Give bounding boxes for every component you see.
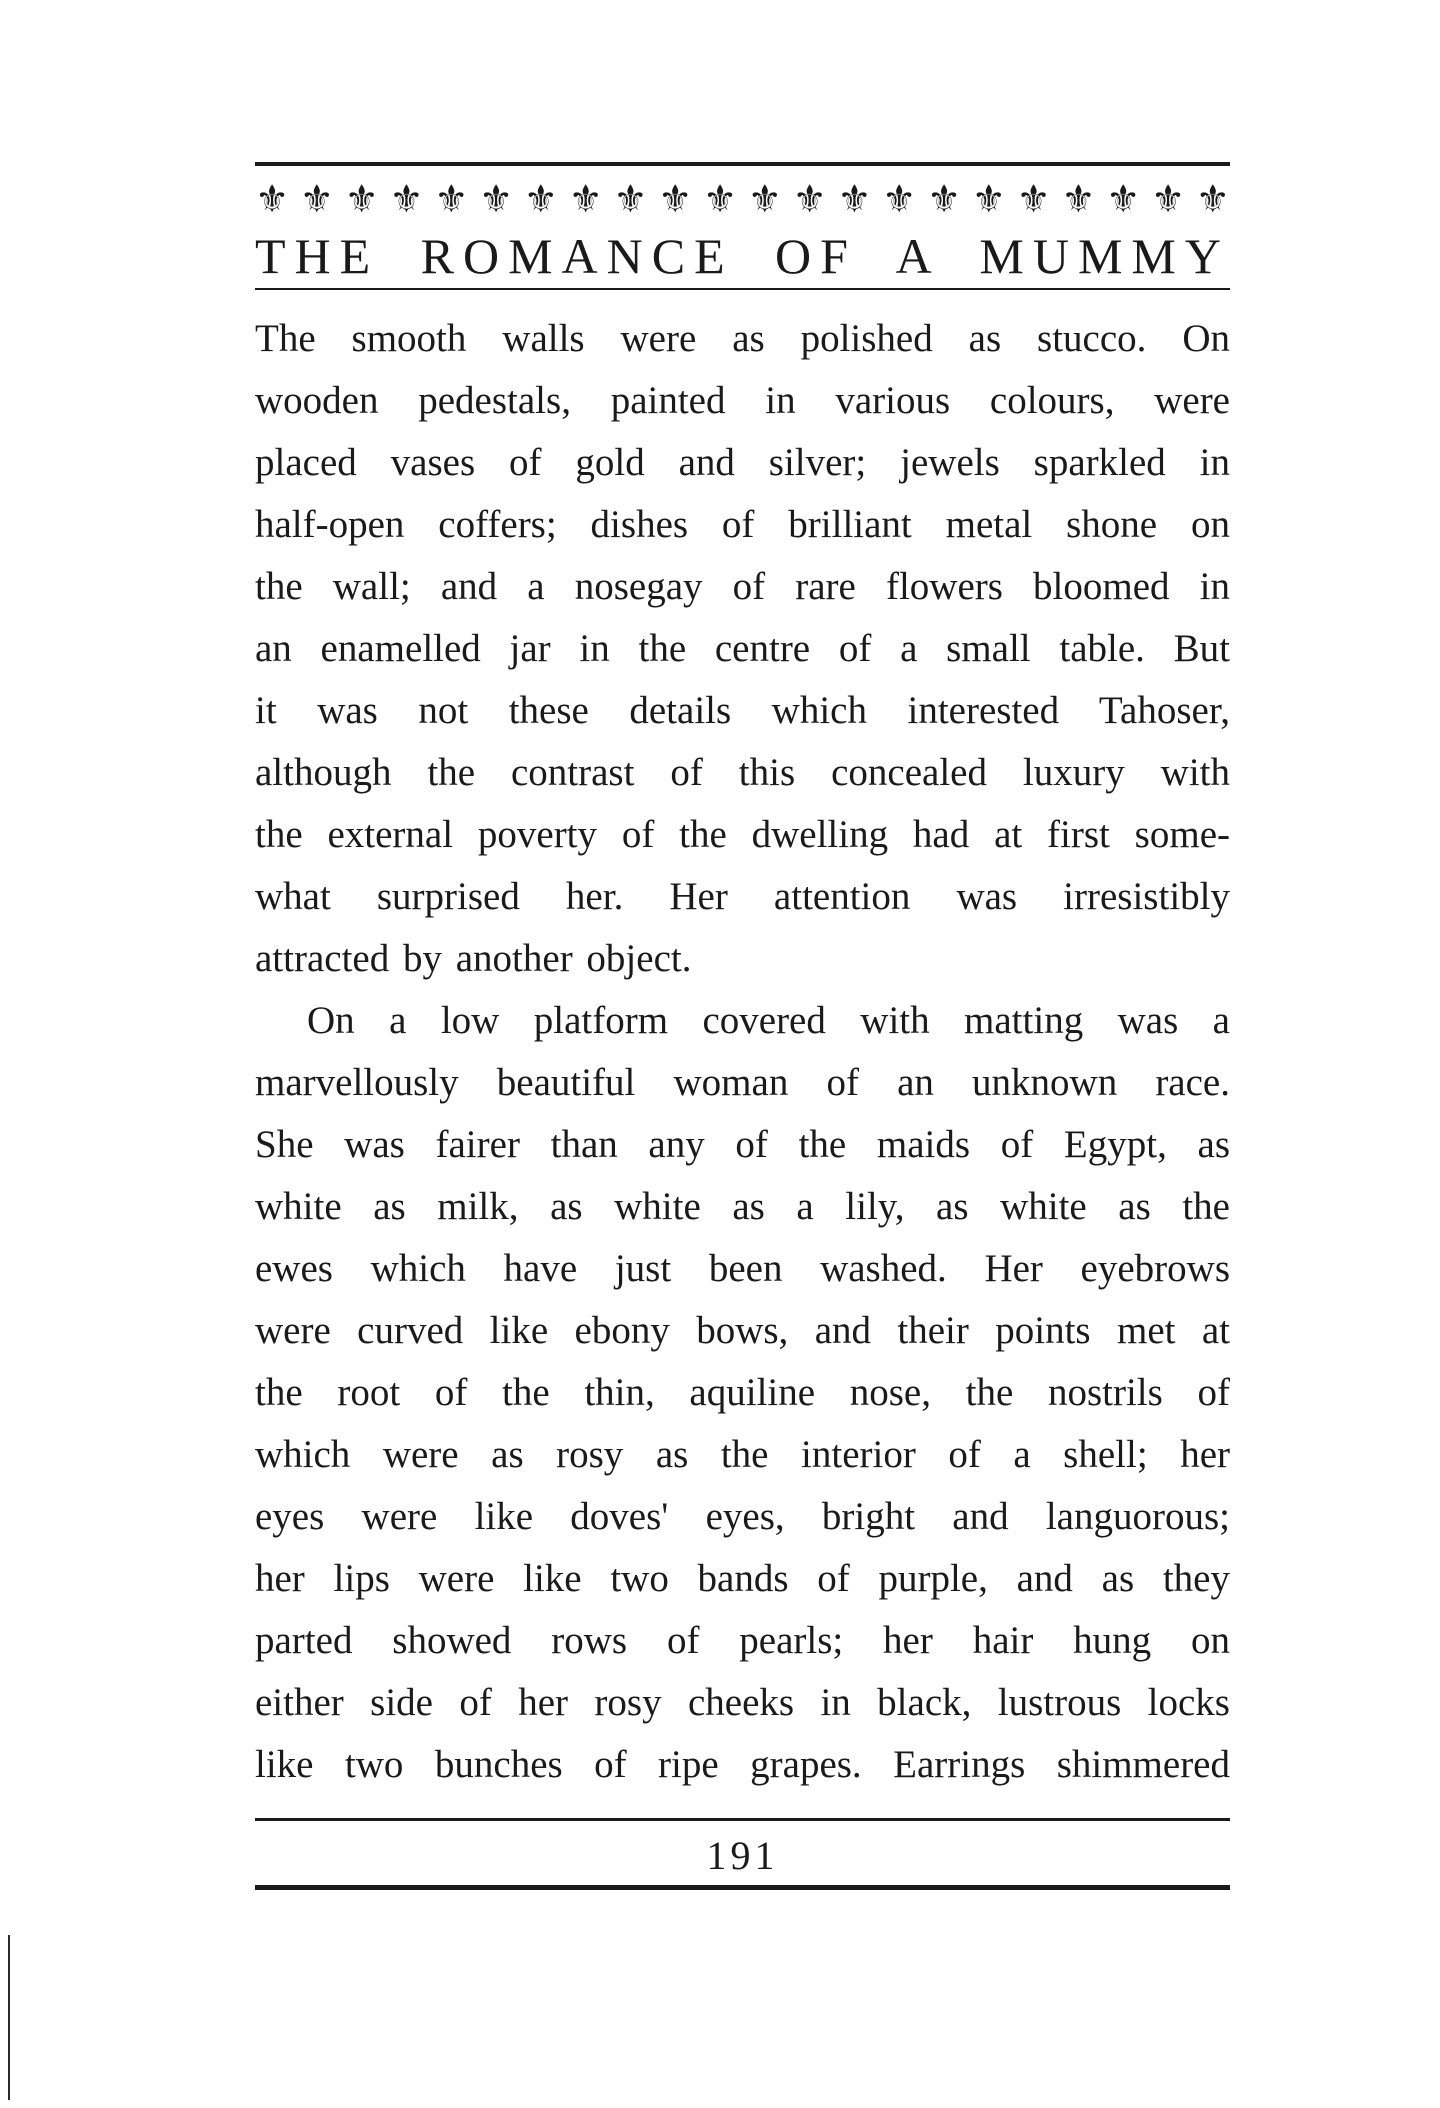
- fleur-de-lis-icon: ⚜: [478, 177, 514, 221]
- paragraph-2: [255, 990, 1230, 1796]
- fleur-de-lis-icon: ⚜: [1016, 177, 1051, 221]
- text-line: eyes were like doves' eyes, bright and languorous;: [255, 1495, 1230, 1538]
- text-line: marvellously beautiful woman of an unknown race.: [255, 1061, 1230, 1104]
- text-line: placed vases of gold and silver; jewels sparkled in: [255, 441, 1230, 484]
- fleur-de-lis-icon: ⚜: [747, 177, 782, 221]
- fleur-de-lis-icon: ⚜: [1061, 177, 1096, 221]
- footer-bottom-rule: [255, 1885, 1230, 1890]
- fleur-de-lis-icon: ⚜: [344, 177, 379, 221]
- text-line: On a low platform covered with matting was a: [307, 999, 1230, 1042]
- running-head: THE ROMANCE OF A MUMMY: [255, 228, 1230, 284]
- text-line: her lips were like two bands of purple, and as they: [255, 1557, 1230, 1600]
- text-line: it was not these details which interested Tahoser,: [255, 689, 1230, 732]
- fleur-de-lis-icon: ⚜: [523, 177, 558, 221]
- fleur-de-lis-icon: ⚜: [568, 177, 603, 221]
- fleur-de-lis-icon: ⚜: [658, 177, 693, 221]
- text-line: white as milk, as white as a lily, as white as the: [255, 1185, 1230, 1228]
- fleur-de-lis-icon: ⚜: [837, 177, 872, 221]
- body-text: [255, 308, 1230, 1796]
- header-bottom-rule: [255, 288, 1230, 290]
- fleur-de-lis-icon: ⚜: [1150, 177, 1186, 221]
- text-line: although the contrast of this concealed luxury with: [255, 751, 1230, 794]
- fleur-de-lis-icon: ⚜: [792, 177, 827, 221]
- fleur-de-lis-icon: ⚜: [702, 177, 738, 221]
- text-line: the root of the thin, aquiline nose, the nostrils of: [255, 1371, 1230, 1414]
- ornament-band: [255, 170, 1230, 228]
- fleur-de-lis-icon: ⚜: [1195, 177, 1230, 221]
- scan-margin-line: [8, 1935, 10, 2100]
- text-line: parted showed rows of pearls; her hair hung on: [255, 1619, 1230, 1662]
- text-line: what surprised her. Her attention was irresistibly: [255, 875, 1230, 918]
- fleur-de-lis-icon: ⚜: [971, 177, 1006, 221]
- fleur-de-lis-icon: ⚜: [1106, 177, 1141, 221]
- header-top-rule: [255, 162, 1230, 166]
- fleur-de-lis-icon: ⚜: [926, 177, 962, 221]
- paragraph-1: [255, 308, 1230, 990]
- text-line: half-open coffers; dishes of brilliant metal shone on: [255, 503, 1230, 546]
- text-line: the wall; and a nosegay of rare flowers bloomed in: [255, 565, 1230, 608]
- page-number: 191: [706, 1833, 779, 1878]
- text-line: The smooth walls were as polished as stucco. On: [255, 317, 1230, 360]
- text-line: attracted by another object.: [255, 937, 692, 980]
- fleur-de-lis-icon: ⚜: [299, 177, 334, 221]
- text-line: were curved like ebony bows, and their points met at: [255, 1309, 1230, 1352]
- text-line: like two bunches of ripe grapes. Earrings shimmered: [255, 1743, 1230, 1786]
- text-line: the external poverty of the dwelling had at first some-: [255, 813, 1230, 856]
- fleur-de-lis-icon: ⚜: [255, 177, 290, 221]
- fleur-de-lis-icon: ⚜: [434, 177, 469, 221]
- footer-top-rule: [255, 1818, 1230, 1821]
- text-line: wooden pedestals, painted in various colours, were: [255, 379, 1230, 422]
- fleur-de-lis-icon: ⚜: [613, 177, 648, 221]
- fleur-de-lis-icon: ⚜: [882, 177, 917, 221]
- text-line: ewes which have just been washed. Her eyebrows: [255, 1247, 1230, 1290]
- text-line: either side of her rosy cheeks in black, lustrous locks: [255, 1681, 1230, 1724]
- text-line: She was fairer than any of the maids of Egypt, as: [255, 1123, 1230, 1166]
- text-line: which were as rosy as the interior of a shell; her: [255, 1433, 1230, 1476]
- text-line: an enamelled jar in the centre of a small table. But: [255, 627, 1230, 670]
- fleur-de-lis-icon: ⚜: [389, 177, 424, 221]
